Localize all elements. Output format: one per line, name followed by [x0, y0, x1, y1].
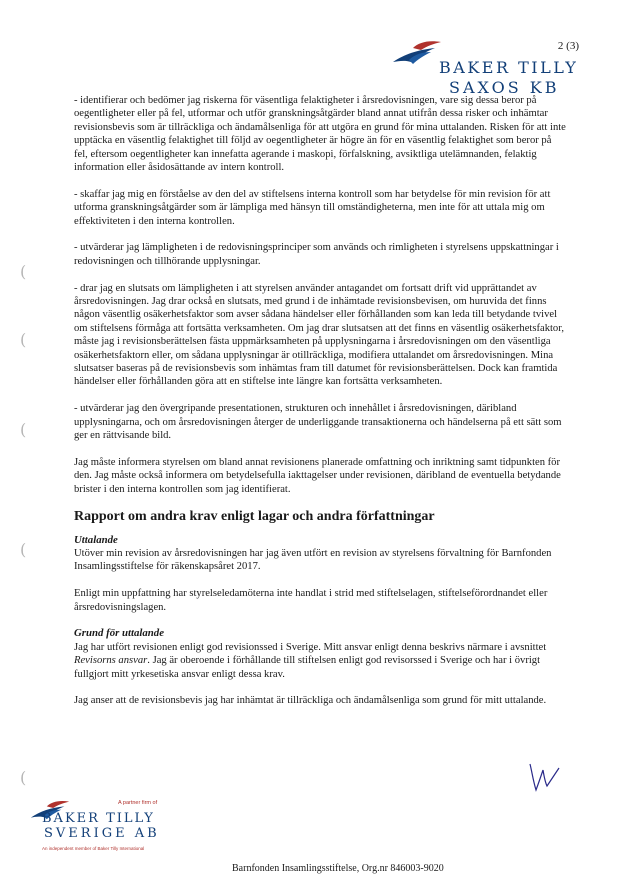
grund-p1-end: . Jag är oberoende i förhållande till stiftelsen enligt god revisorssed i Sverige och har i övrigt fullgjort mitt yrkesetiska ansvar enligt dessa krav. [74, 655, 541, 680]
paragraph-internal-control: - skaffar jag mig en förståelse av den del av stiftelsens interna kontroll som har betydelse för min revision för att utforma granskningsåtgärder som är lämpliga med hänsyn till omständigheterna, men inte för att uttala mig om effektiviteten i den interna kontrollen. [74, 188, 551, 227]
baker-tilly-saxos-logo [391, 38, 579, 102]
logo-line-2: SAXOS KB [449, 78, 560, 97]
paragraph-inform-board: Jag måste informera styrelsen om bland annat revisionens planerade omfattning och inriktning samt tidpunkten för den. Jag måste också informera om betydelsefulla iakttagelser under revisionen, däribland de eventuella betydande brister i den interna kontrollen som jag identifierat. [74, 456, 561, 495]
uttalande-paragraph-2: Enligt min uppfattning har styrelseledamöterna inte handlat i strid med stiftelselagen, stiftelseförordnandet eller årsredovisningslagen. [74, 588, 548, 613]
section-heading: Rapport om andra krav enligt lagar och andra författningar [74, 509, 435, 525]
grund-p1-italic: Revisorns ansvar [74, 655, 148, 667]
grund-heading: Grund för uttalande [74, 627, 164, 640]
bird-logo-icon [391, 40, 443, 70]
page-footer: Barnfonden Insamlingsstiftelse, Org.nr 846003-9020 [232, 863, 444, 874]
handwritten-initials [527, 760, 561, 794]
margin-mark: ( [20, 768, 27, 787]
document-body [74, 94, 566, 721]
margin-mark: ( [20, 330, 27, 349]
baker-tilly-sverige-logo [28, 798, 188, 858]
footer-logo-line-2: SVERIGE AB [44, 826, 160, 841]
independent-member-label: An independent member of Baker Tilly International [42, 846, 145, 851]
logo-line-1: BAKER TILLY [439, 58, 579, 77]
page-number: 2 (3) [557, 40, 579, 52]
partner-label: A partner firm of [118, 800, 158, 806]
grund-paragraph-2: Jag anser att de revisionsbevis jag har inhämtat är tillräckliga och ändamålsenliga som grund för mitt uttalande. [74, 695, 547, 707]
paragraph-accounting-principles: - utvärderar jag lämpligheten i de redovisningsprinciper som används och rimligheten i styrelsens uppskattningar i redovisningen och tillhörande upplysningar. [74, 242, 559, 267]
uttalande-paragraph-1: Utöver min revision av årsredovisningen har jag även utfört en revision av styrelsens förvaltning för Barnfonden Insamlingsstiftelse för räkenskapsåret 2017. [74, 547, 552, 573]
margin-mark: ( [20, 540, 27, 559]
uttalande-heading: Uttalande [74, 533, 118, 546]
margin-mark: ( [20, 262, 27, 281]
paragraph-presentation: - utvärderar jag den övergripande presentationen, strukturen och innehållet i årsredovisningen, däribland upplysningarna, och om årsredovisningen återger de underliggande transaktionerna och händelserna på ett sätt som ger en rättvisande bild. [74, 403, 562, 442]
margin-mark: ( [20, 420, 27, 439]
grund-paragraph-1 [74, 641, 566, 681]
paragraph-risks: - identifierar och bedömer jag riskerna för väsentliga felaktigheter i årsredovisningen, vare sig dessa beror på oegentligheter eller på fel, utformar och utför granskningsåtgärder bland annat utifrån dessa risker och inhämtar revisionsbevis som är tillräckliga och ändamålsenliga för att utgöra en grund för mina uttalanden. Risken för att inte upptäcka en väsentlig felaktighet till följd av oegentligheter är högre än för en väsentlig felaktighet som beror på fel, eftersom oegentligheter kan innefatta agerande i maskopi, förfalskning, avsiktliga utelämnanden, felaktig information eller åsidosättande av intern kontroll. [74, 95, 566, 174]
footer-logo-line-1: BAKER TILLY [42, 811, 155, 826]
grund-p1-start: Jag har utfört revisionen enligt god revisionssed i Sverige. Mitt ansvar enligt denna beskrivs närmare i avsnittet [74, 641, 547, 653]
paragraph-going-concern: - drar jag en slutsats om lämpligheten i att styrelsen använder antagandet om fortsatt drift vid upprättandet av årsredovisningen. Jag drar också en slutsats, med grund i de inhämtade revisionsbevisen, om huruvida det finns någon väsentlig osäkerhetsfaktor som avser sådana händelser eller förhållanden som kan leda till betydande tvivel om stiftelsens förmåga att fortsätta verksamheten. Om jag drar slutsatsen att det finns en väsentlig osäkerhetsfaktor, måste jag i revisionsberättelsen fästa uppmärksamheten på upplysningarna i årsredovisningen om den väsentliga osäkerhetsfaktorn eller, om sådana upplysningar är otillräckliga, modifiera uttalandet om årsredovisningen. Mina slutsatser baseras på de revisionsbevis som inhämtas fram till datumet för revisionsberättelsen. Dock kan framtida händelser eller förhållanden göra att en stiftelse inte längre kan fortsätta verksamheten. [74, 282, 564, 388]
